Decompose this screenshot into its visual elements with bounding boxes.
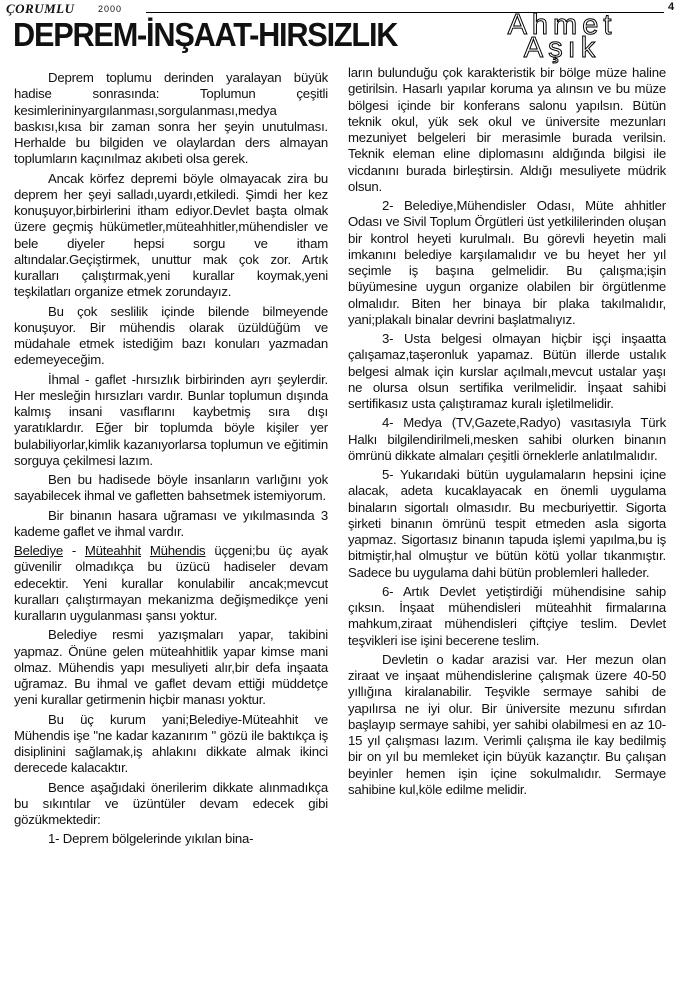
paragraph: 6- Artık Devlet yetiştirdiği mühendisine sahip çıksın. İnşaat mühendisleri müteahhit firmalarına mahkum,ziraat mühendisleri çiftçiye teslim. Devlet teşvikleri ise işini becerene teslim.	[348, 583, 666, 648]
paragraph: 2- Belediye,Mühendisler Odası, Müte ahhitler Odası ve Sivil Toplum Örgütleri üst yetkililerinden oluşan bir kontrol heyeti kurulmalı. Bu görevli heyetin mali imkanını belediye karşılamalıdır ve bu heyet her yıl seçimle iş başına gelmelidir. Bu çalışma;işin büyümesine uygun organize olabilen bir örgütlenme olmalıdır. Biten her binaya bir plaka takılmalıdır, yani;plakalı binalar devrini başlatmalıyız.	[348, 198, 666, 327]
author-name	[446, 9, 678, 64]
paragraph: 5- Yukarıdaki bütün uygulamaların hepsini içine alacak, adeta kucaklayacak en önemli uygulama binaların sigortalı olmasıdır. Bu mecburiyettir. Sigorta şirketi binanın ömrünü tespit etmeden asla sigorta yapmaz. Sigortasız binanın tapuda işlemi yapılma,bu iş bitmiştir,hal olmuştur ve bütün kötü yollar tıkanmıştır. Sadece bu uygulama dahi bütün problemleri halleder.	[348, 467, 666, 580]
page-header	[0, 0, 683, 70]
author-last-name: Aşık	[523, 32, 601, 64]
underlined-term: Müteahhit	[84, 543, 142, 558]
paragraph: Bence aşağıdaki önerilerim dikkate alınmadıkça bu sıkıntılar ve üzüntüler devam edecek gibi gözükmektedir:	[14, 779, 328, 827]
paragraph: 1- Deprem bölgelerinde yıkılan bina-	[48, 831, 254, 847]
paragraph: Ben bu hadisede böyle insanların varlığını yok sayabilecek ihmal ve gafletten bahsetmek istemiyorum.	[14, 472, 328, 504]
paragraph: Bir binanın hasara uğraması ve yıkılmasında 3 kademe gaflet ve ihmal vardır.	[14, 507, 328, 539]
left-column	[14, 70, 328, 851]
right-column	[348, 65, 666, 801]
newspaper-masthead: ÇORUMLU	[6, 1, 75, 16]
paragraph-underlined: Belediye - Müteahhit Mühendis üçgeni;bu üç ayak güvenilir olmadıkça bu üzücü hadiseler devam edecektir. Yeni kurallar konulabilir ancak;mevcut kuralları çalıştırmayan mekanizma değişmedikçe yeni kuralların uygulanması şansı yoktur.	[14, 543, 328, 623]
paragraph: Devletin o kadar arazisi var. Her mezun olan ziraat ve inşaat mühendislerine çalışmak üzere 40-50 yıllığına kiralanabilir. Teşvikle sermaye sahibi de yapılırsa ne iyi olur. Bir üniversite mezunu sıfırdan başlayıp sermaye sahibi, yer sahibi olabilmesi en az 10-15 yıl çalışması lazım. Verimli çalışma ile kay bedilmiş bir on yıl bu memleket için büyük kazançtır. Bu çalışan beyinler hemen işin içine sokulmalıdır. Sermaye sahibine kul,köle edilme melidir.	[348, 651, 666, 797]
paragraph: 3- Usta belgesi olmayan hiçbir işçi inşaatta çalışamaz,taşeronluk yapamaz. Bütün illerde ustalık belgesi almak için kurslar açılmalı,mevcut ustalar yaşı ne olursa olsun sertifika verilmelidir. İnşaat sahibi sertifikasız usta çalıştıramaz kuralı işletilmelidir.	[348, 331, 666, 411]
paragraph: Bu çok seslilik içinde bilende bilmeyende konuşuyor. Bir mühendis olarak üzüldüğüm ve müdahale etmek istediğim bazı konuları yazmadan edemeyeceğim.	[14, 303, 328, 368]
issue-year: 2000	[98, 4, 123, 14]
paragraph: Bu üç kurum yani;Belediye-Müteahhit ve Mühendis işe "ne kadar kazanırım " gözü ile baktıkça iş disiplinini sağlamak,iş ahlakını dikkate almak ikinci derecede kalacaktır.	[14, 711, 328, 776]
page-number: 4	[668, 1, 675, 13]
paragraph: İhmal - gaflet -hırsızlık birbirinden ayrı şeylerdir. Her mesleğin hırsızları vardır. Bunlar toplumun dışında kalmış insani vasıflarını kaybetmiş sıra dışı yaratıklardır. Eğer bir toplumda böyle kişiler yer bulabiliyorlar,kimlik kazanıyorlarsa toplumun ve eğitimin sorguya çekilmesi lazım.	[14, 371, 328, 468]
paragraph: ların bulunduğu çok karakteristik bir bölge müze haline getirilsin. Hasarlı yapılar koruma ya alınsın ve bu müze bölgesi içinde bir konferans salonu yapılsın. Bütün teknik okul, yük sek okul ve üniversite mezunları mezuniyet belgeleri bir merasimle burada verilsin. Teknik eleman eline diplomasını aldığında bilgisi ile vicdanını burada birleştirsin. Aldığı mesuliyete müdrik olsun.	[348, 65, 666, 194]
author-first-name: Ahmet	[507, 9, 617, 41]
underlined-term: Mühendis	[149, 543, 206, 558]
article-headline: DEPREM-İNŞAAT-HIRSIZLIK	[13, 16, 398, 53]
paragraph: Deprem toplumu derinden yaralayan büyük hadise sonrasında: Toplumun çeşitli kesimlerininyargılanması,sorgulanması,medya baskısı,kısa bir zaman sonra her şeyin unutulması. Herhalde bu bilgiden ve olaylardan ders almayan toplumların kaçınılmaz akıbeti olsa gerek.	[14, 70, 328, 167]
paragraph: Ancak körfez depremi böyle olmayacak zira bu deprem her şeyi salladı,uyardı,etkiledi. Şimdi her kez konuşuyor,birbirlerini itham ediyor.Devlet başta olmak üzere geçmiş hükümetler,müteahhitler,mühendisler ve bele diyeler hepsi sorgu ve itham altındalar.Geçiştirmek, unuttur mak çok zor. Artık kuralları çalıştırmak,yeni kurallar koymak,yeni teşkilatları organize etmek zorundayız.	[14, 170, 328, 300]
underlined-term: Belediye	[14, 543, 63, 558]
paragraph: 4- Medya (TV,Gazete,Radyo) vasıtasıyla Türk Halkı bilgilendirilmeli,mesken sahibi olurken binanın ömrünü dikkate almaları çeşitli örneklerle anlatılmalıdır.	[348, 415, 666, 463]
paragraph-tail: üçgeni;bu üç ayak güvenilir olmadıkça bu üzücü hadiseler devam edecektir. Yeni kurallar konulabilir ancak;mevcut kuralları çalıştırmayan mekanizma değişmedikçe yeni kuralların uygulanması şansı yoktur.	[14, 543, 328, 623]
paragraph: Belediye resmi yazışmaları yapar, takibini yapmaz. Önüne gelen müteahhitlik yapar kimse mani olmaz. Mühendis yapı mesuliyeti alır,bir defa inşaata uğramaz. Bu ihmal ve gaflet devam ettiği müddetçe yeni kurallar getirmenin hiçbir manası yoktur.	[14, 627, 328, 708]
